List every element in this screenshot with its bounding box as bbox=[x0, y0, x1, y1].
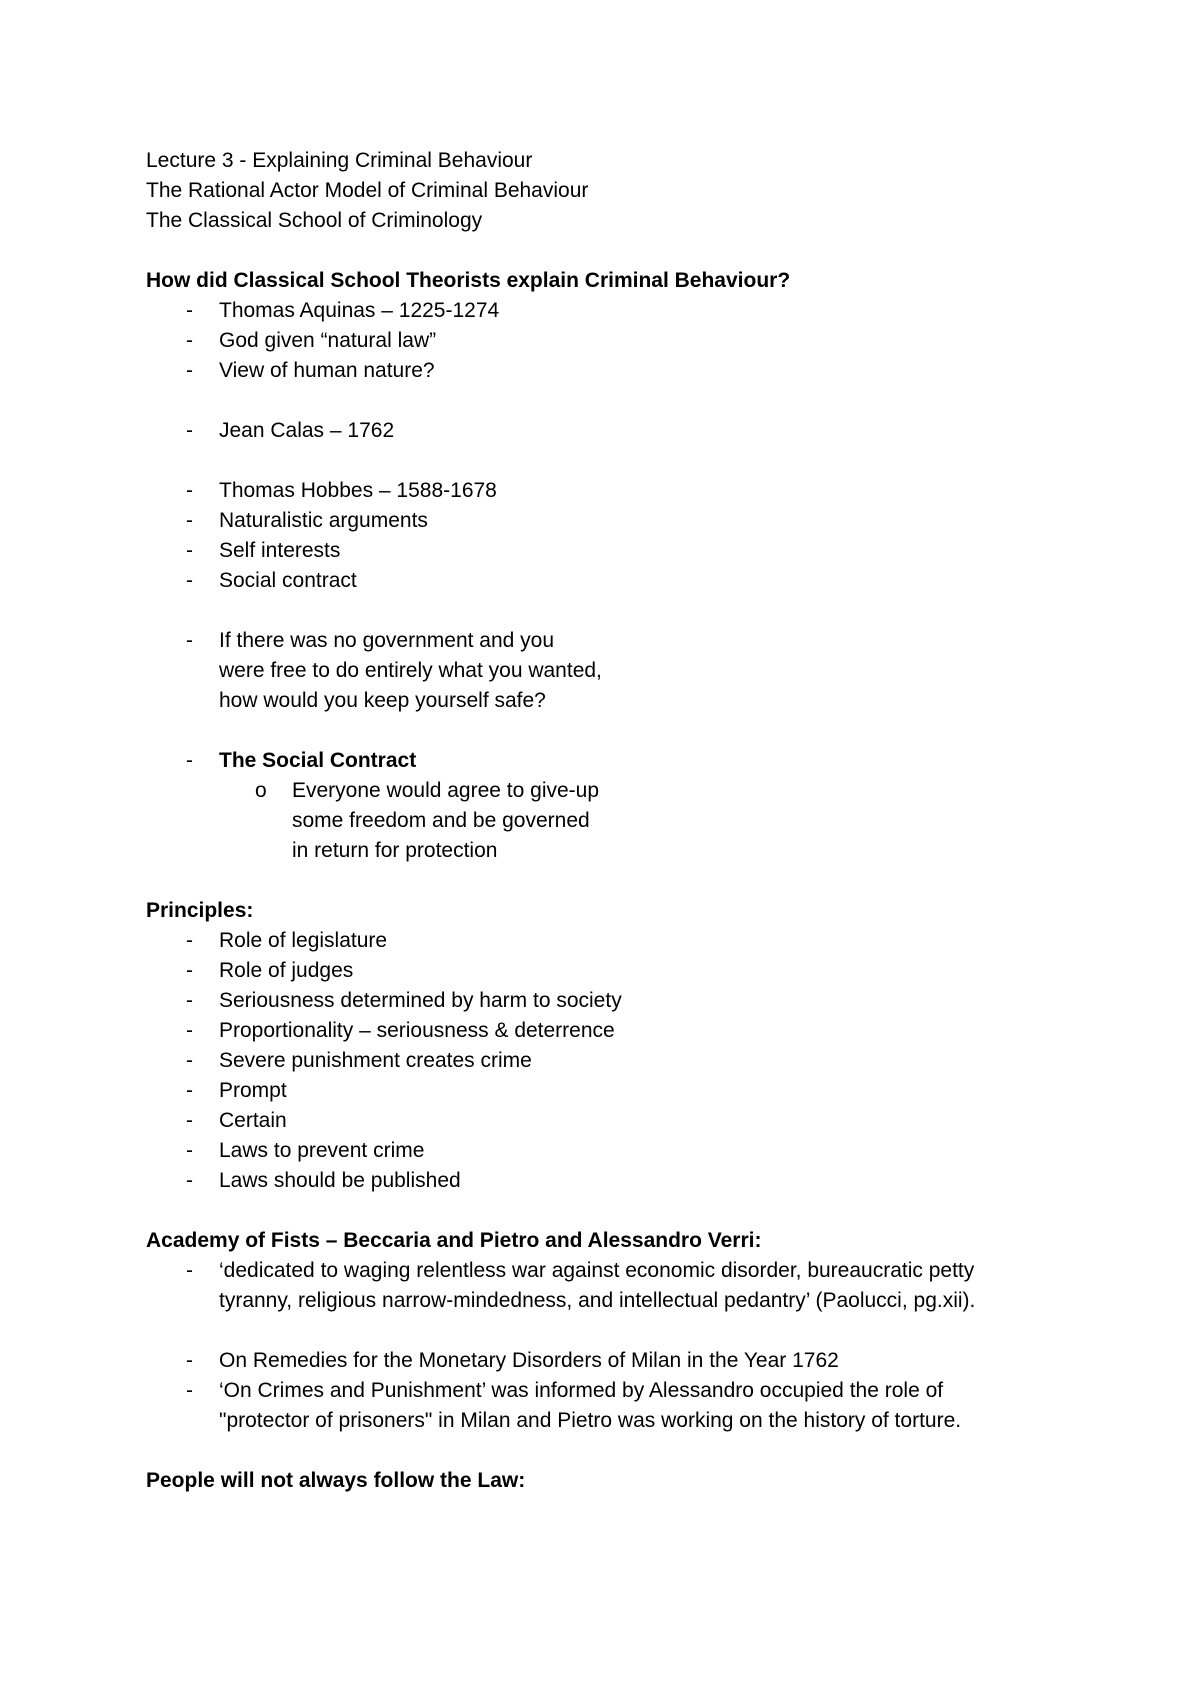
quote-line: ‘dedicated to waging relentless war against economic disorder, bureaucratic petty bbox=[219, 1259, 975, 1282]
bullet-dash: - bbox=[186, 479, 193, 502]
question-line: If there was no government and you bbox=[219, 629, 555, 652]
bullet-dash: - bbox=[186, 1349, 193, 1372]
bullet-dash: - bbox=[186, 1049, 193, 1072]
bullet-dash: - bbox=[186, 359, 193, 382]
bullet-dash: - bbox=[186, 329, 193, 352]
list-item: Role of judges bbox=[219, 959, 354, 982]
sub-list-line: in return for protection bbox=[292, 839, 498, 862]
bullet-dash: - bbox=[186, 989, 193, 1012]
sub-bullet-marker: o bbox=[255, 779, 267, 802]
list-item: God given “natural law” bbox=[219, 329, 437, 352]
list-item: View of human nature? bbox=[219, 359, 435, 382]
section-heading-academy: Academy of Fists – Beccaria and Pietro and Alessandro Verri: bbox=[146, 1229, 762, 1252]
bullet-dash: - bbox=[186, 1259, 193, 1282]
list-item: Laws should be published bbox=[219, 1169, 461, 1192]
list-item: Seriousness determined by harm to society bbox=[219, 989, 622, 1012]
bullet-dash: - bbox=[186, 749, 193, 772]
list-item: Prompt bbox=[219, 1079, 287, 1102]
list-item: Proportionality – seriousness & deterrence bbox=[219, 1019, 615, 1042]
list-item: Self interests bbox=[219, 539, 341, 562]
list-item: ‘On Crimes and Punishment’ was informed by Alessandro occupied the role of bbox=[219, 1379, 944, 1402]
sub-list-line: Everyone would agree to give-up bbox=[292, 779, 600, 802]
list-item: Social contract bbox=[219, 569, 357, 592]
bullet-dash: - bbox=[186, 539, 193, 562]
question-line: were free to do entirely what you wanted, bbox=[219, 659, 602, 682]
bullet-dash: - bbox=[186, 1019, 193, 1042]
bullet-dash: - bbox=[186, 629, 193, 652]
list-item: Certain bbox=[219, 1109, 287, 1132]
list-item: Severe punishment creates crime bbox=[219, 1049, 532, 1072]
question-line: how would you keep yourself safe? bbox=[219, 689, 546, 712]
bullet-dash: - bbox=[186, 1139, 193, 1162]
social-contract-label: The Social Contract bbox=[219, 749, 417, 772]
list-item-continuation: "protector of prisoners" in Milan and Pietro was working on the history of torture. bbox=[219, 1409, 962, 1432]
bullet-dash: - bbox=[186, 1379, 193, 1402]
quote-line: tyranny, religious narrow-mindedness, and intellectual pedantry’ (Paolucci, pg.xii). bbox=[219, 1289, 976, 1312]
sub-list-line: some freedom and be governed bbox=[292, 809, 590, 832]
bullet-dash: - bbox=[186, 929, 193, 952]
bullet-dash: - bbox=[186, 509, 193, 532]
section-heading-principles: Principles: bbox=[146, 899, 254, 922]
lecture-title: Lecture 3 - Explaining Criminal Behaviour bbox=[146, 149, 533, 172]
bullet-dash: - bbox=[186, 1169, 193, 1192]
school-subtitle: The Classical School of Criminology bbox=[146, 209, 483, 232]
bullet-dash: - bbox=[186, 569, 193, 592]
bullet-dash: - bbox=[186, 419, 193, 442]
bullet-dash: - bbox=[186, 1109, 193, 1132]
list-item: On Remedies for the Monetary Disorders of Milan in the Year 1762 bbox=[219, 1349, 839, 1372]
bullet-dash: - bbox=[186, 959, 193, 982]
section-heading-law: People will not always follow the Law: bbox=[146, 1469, 526, 1492]
section-heading-classical: How did Classical School Theorists explain Criminal Behaviour? bbox=[146, 269, 791, 292]
list-item: Thomas Hobbes – 1588-1678 bbox=[219, 479, 497, 502]
list-item: Laws to prevent crime bbox=[219, 1139, 425, 1162]
bullet-dash: - bbox=[186, 1079, 193, 1102]
model-subtitle: The Rational Actor Model of Criminal Behaviour bbox=[146, 179, 589, 202]
list-item: Thomas Aquinas – 1225-1274 bbox=[219, 299, 500, 322]
list-item: Role of legislature bbox=[219, 929, 388, 952]
list-item: Jean Calas – 1762 bbox=[219, 419, 395, 442]
bullet-dash: - bbox=[186, 299, 193, 322]
list-item: Naturalistic arguments bbox=[219, 509, 428, 532]
